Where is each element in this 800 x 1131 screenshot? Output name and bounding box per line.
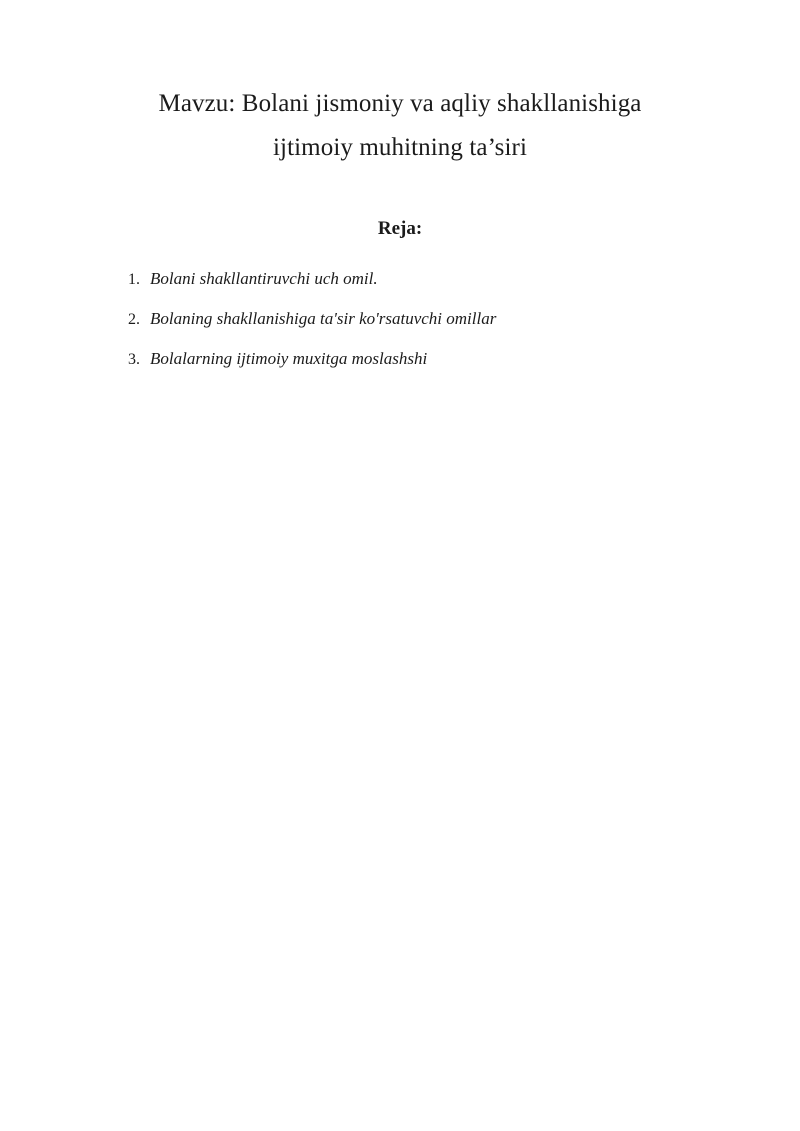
list-item bbox=[72, 310, 728, 328]
page-title-line-1: Mavzu: Bolani jismoniy va aqliy shakllanishiga bbox=[158, 90, 642, 117]
plan-list bbox=[72, 270, 728, 368]
page-title-line-2: ijtimoiy muhitning ta’siri bbox=[273, 133, 527, 161]
list-item-number: 3. bbox=[128, 350, 140, 368]
list-item-label: Bolaning shakllanishiga ta'sir ko'rsatuvchi omillar bbox=[150, 308, 497, 328]
list-item-number: 1. bbox=[128, 270, 140, 288]
list-item-label: Bolani shakllantiruvchi uch omil. bbox=[150, 268, 378, 288]
page-title bbox=[102, 82, 698, 170]
list-item-number: 2. bbox=[128, 310, 140, 328]
list-item-label: Bolalarning ijtimoiy muxitga moslashshi bbox=[150, 348, 428, 368]
list-item bbox=[72, 270, 728, 288]
plan-heading: Reja: bbox=[377, 217, 423, 239]
list-item bbox=[72, 350, 728, 368]
